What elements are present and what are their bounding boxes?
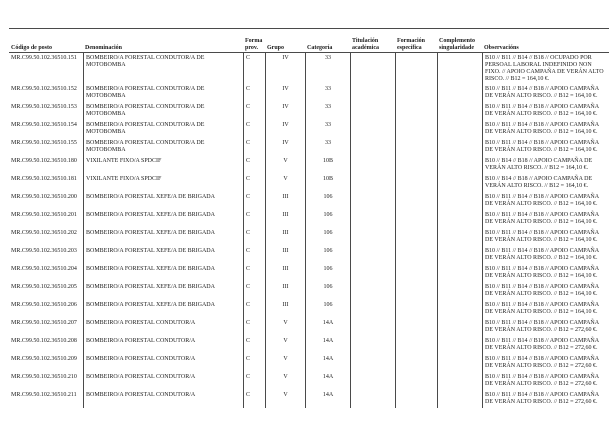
cell-complemento (437, 138, 482, 156)
column-header-grupo: Grupo (267, 44, 285, 51)
cell-categoria: 14A (305, 336, 350, 354)
cell-formacion (395, 138, 437, 156)
cell-codigo: MR.C99.50.102.36510.205 (11, 284, 77, 290)
cell-grupo: III (265, 264, 305, 282)
cell-grupo: IV (265, 102, 305, 120)
cell-forma: C (243, 318, 265, 336)
cell-formacion (395, 246, 437, 264)
cell-grupo: V (265, 354, 305, 372)
cell-formacion (395, 192, 437, 210)
table-row (9, 84, 609, 102)
cell-forma: C (243, 120, 265, 138)
cell-titulacion (350, 354, 395, 372)
cell-complemento (437, 228, 482, 246)
cell-titulacion (350, 336, 395, 354)
cell-observacions: B10 // B11 // B14 // B18 // APOIO CAMPAÑA DE VERÁN ALTO RISCO. // B12 = 272,60 €. (482, 318, 609, 336)
cell-formacion (395, 390, 437, 408)
cell-categoria: 106 (305, 210, 350, 228)
cell-denominacion: BOMBEIRO/A FORESTAL XEFE/A DE BRIGADA (83, 228, 243, 246)
cell-complemento (437, 264, 482, 282)
cell-titulacion (350, 120, 395, 138)
cell-codigo: MR.C99.50.102.36510.206 (11, 302, 77, 308)
column-header-observacions: Observacións (484, 44, 519, 51)
cell-observacions: B10 // B11 // B14 // B18 // APOIO CAMPAÑA DE VERÁN ALTO RISCO. // B12 = 272,60 €. (482, 354, 609, 372)
cell-formacion (395, 318, 437, 336)
cell-forma: C (243, 300, 265, 318)
cell-observacions: B10 // B11 // B14 // B18 // APOIO CAMPAÑA DE VERÁN ALTO RISCO. // B12 = 164,10 €. (482, 300, 609, 318)
cell-codigo: MR.C99.50.102.36510.204 (11, 266, 77, 272)
cell-forma: C (243, 390, 265, 408)
cell-formacion (395, 300, 437, 318)
cell-observacions: B10 // B11 // B14 // B18 // APOIO CAMPAÑA DE VERÁN ALTO RISCO. // B12 = 164,10 €. (482, 192, 609, 210)
cell-categoria: 33 (305, 120, 350, 138)
table-header-row (9, 28, 609, 53)
cell-denominacion: BOMBEIRO/A FORESTAL XEFE/A DE BRIGADA (83, 264, 243, 282)
column-header-formacion: Formación específica (397, 38, 425, 51)
cell-observacions: B10 // B11 // B14 // B18 // APOIO CAMPAÑA DE VERÁN ALTO RISCO. // B12 = 272,60 €. (482, 390, 609, 408)
cell-titulacion (350, 53, 395, 84)
cell-forma: C (243, 102, 265, 120)
cell-forma: C (243, 84, 265, 102)
cell-formacion (395, 53, 437, 84)
cell-forma: C (243, 156, 265, 174)
cell-grupo: V (265, 390, 305, 408)
table-row (9, 53, 609, 84)
cell-complemento (437, 210, 482, 228)
table-row (9, 336, 609, 354)
cell-codigo: MR.C99.50.102.36510.155 (11, 140, 77, 146)
cell-formacion (395, 210, 437, 228)
cell-titulacion (350, 210, 395, 228)
cell-categoria: 106 (305, 192, 350, 210)
cell-denominacion: BOMBEIRO/A FORESTAL CONDUTOR/A (83, 336, 243, 354)
cell-observacions: B10 // B11 // B14 // B18 // APOIO CAMPAÑA DE VERÁN ALTO RISCO. // B12 = 164,10 €. (482, 228, 609, 246)
cell-categoria: 10B (305, 174, 350, 192)
cell-categoria: 14A (305, 390, 350, 408)
cell-forma: C (243, 246, 265, 264)
table-row (9, 228, 609, 246)
cell-forma: C (243, 210, 265, 228)
cell-formacion (395, 228, 437, 246)
table-row (9, 300, 609, 318)
cell-complemento (437, 354, 482, 372)
table-row (9, 174, 609, 192)
cell-grupo: V (265, 156, 305, 174)
cell-denominacion: VIXILANTE FIXO/A SPDCIF (83, 174, 243, 192)
cell-grupo: IV (265, 120, 305, 138)
table-row (9, 354, 609, 372)
cell-complemento (437, 156, 482, 174)
cell-forma: C (243, 264, 265, 282)
cell-titulacion (350, 138, 395, 156)
cell-grupo: III (265, 282, 305, 300)
cell-titulacion (350, 318, 395, 336)
cell-titulacion (350, 228, 395, 246)
cell-categoria: 106 (305, 246, 350, 264)
cell-codigo: MR.C99.50.102.36510.209 (11, 356, 77, 362)
cell-titulacion (350, 390, 395, 408)
cell-titulacion (350, 372, 395, 390)
column-header-forma-prov: Forma prov. (245, 38, 263, 51)
cell-codigo: MR.C99.50.102.36510.200 (11, 194, 77, 200)
cell-titulacion (350, 300, 395, 318)
column-header-codigo: Código de posto (11, 44, 53, 51)
cell-forma: C (243, 282, 265, 300)
cell-denominacion: BOMBEIRO/A FORESTAL CONDUTOR/A DE MOTOBOMBA (83, 138, 243, 156)
cell-grupo: V (265, 336, 305, 354)
cell-denominacion: BOMBEIRO/A FORESTAL CONDUTOR/A DE MOTOBOMBA (83, 120, 243, 138)
table-row (9, 192, 609, 210)
cell-formacion (395, 174, 437, 192)
cell-titulacion (350, 192, 395, 210)
rpt-table (9, 28, 609, 408)
cell-observacions: B10 // B11 // B14 // B18 // OCUPADO POR PERSOAL LABORAL INDEFINIDO NON FIXO. // APOIO CAMPAÑA DE VERÁN ALTO RISCO. // B12 = 164,10 €. (482, 53, 609, 84)
cell-formacion (395, 120, 437, 138)
cell-denominacion: BOMBEIRO/A FORESTAL XEFE/A DE BRIGADA (83, 192, 243, 210)
cell-titulacion (350, 246, 395, 264)
cell-formacion (395, 282, 437, 300)
cell-denominacion: BOMBEIRO/A FORESTAL XEFE/A DE BRIGADA (83, 246, 243, 264)
cell-forma: C (243, 138, 265, 156)
column-header-titulacion: Titulación académica (352, 38, 379, 51)
cell-grupo: IV (265, 84, 305, 102)
column-header-complemento: Complemento singularidade (439, 38, 475, 51)
table-row (9, 246, 609, 264)
cell-denominacion: BOMBEIRO/A FORESTAL XEFE/A DE BRIGADA (83, 300, 243, 318)
cell-complemento (437, 336, 482, 354)
cell-observacions: B10 // B11 // B14 // B18 // APOIO CAMPAÑA DE VERÁN ALTO RISCO. // B12 = 164,10 €. (482, 84, 609, 102)
cell-complemento (437, 246, 482, 264)
cell-codigo: MR.C99.50.102.36510.203 (11, 248, 77, 254)
cell-complemento (437, 120, 482, 138)
cell-denominacion: BOMBEIRO/A FORESTAL XEFE/A DE BRIGADA (83, 282, 243, 300)
cell-forma: C (243, 192, 265, 210)
cell-titulacion (350, 102, 395, 120)
cell-forma: C (243, 372, 265, 390)
cell-formacion (395, 372, 437, 390)
cell-forma: C (243, 354, 265, 372)
cell-grupo: V (265, 372, 305, 390)
cell-complemento (437, 174, 482, 192)
table-row (9, 102, 609, 120)
column-header-denominacion: Denominación (85, 44, 123, 51)
cell-observacions: B10 // B11 // B14 // B18 // APOIO CAMPAÑA DE VERÁN ALTO RISCO. // B12 = 164,10 €. (482, 264, 609, 282)
cell-formacion (395, 156, 437, 174)
cell-categoria: 33 (305, 102, 350, 120)
cell-categoria: 106 (305, 282, 350, 300)
cell-denominacion: BOMBEIRO/A FORESTAL CONDUTOR/A DE MOTOBOMBA (83, 102, 243, 120)
table-row (9, 138, 609, 156)
table-row (9, 264, 609, 282)
cell-categoria: 33 (305, 84, 350, 102)
cell-titulacion (350, 174, 395, 192)
cell-complemento (437, 300, 482, 318)
cell-codigo: MR.C99.50.102.36510.208 (11, 338, 77, 344)
cell-denominacion: BOMBEIRO/A FORESTAL CONDUTOR/A (83, 372, 243, 390)
cell-codigo: MR.C99.50.102.36510.153 (11, 104, 77, 110)
table-row (9, 282, 609, 300)
cell-denominacion: BOMBEIRO/A FORESTAL CONDUTOR/A DE MOTOBOMBA (83, 84, 243, 102)
cell-categoria: 106 (305, 300, 350, 318)
cell-titulacion (350, 156, 395, 174)
cell-codigo: MR.C99.50.102.36510.202 (11, 230, 77, 236)
cell-observacions: B10 // B11 // B14 // B18 // APOIO CAMPAÑA DE VERÁN ALTO RISCO. // B12 = 164,10 €. (482, 120, 609, 138)
cell-grupo: III (265, 192, 305, 210)
cell-grupo: III (265, 246, 305, 264)
cell-categoria: 106 (305, 264, 350, 282)
cell-grupo: IV (265, 53, 305, 84)
cell-complemento (437, 318, 482, 336)
cell-codigo: MR.C99.50.102.36510.181 (11, 176, 77, 182)
cell-codigo: MR.C99.50.102.36510.154 (11, 122, 77, 128)
cell-complemento (437, 390, 482, 408)
cell-formacion (395, 264, 437, 282)
cell-categoria: 33 (305, 53, 350, 84)
cell-observacions: B10 // B11 // B14 // B18 // APOIO CAMPAÑA DE VERÁN ALTO RISCO. // B12 = 164,10 €. (482, 282, 609, 300)
cell-grupo: III (265, 228, 305, 246)
table-row (9, 372, 609, 390)
cell-grupo: V (265, 174, 305, 192)
cell-observacions: B10 // B11 // B14 // B18 // APOIO CAMPAÑA DE VERÁN ALTO RISCO. // B12 = 164,10 €. (482, 102, 609, 120)
cell-observacions: B10 // B11 // B14 // B18 // APOIO CAMPAÑA DE VERÁN ALTO RISCO. // B12 = 272,60 €. (482, 336, 609, 354)
cell-codigo: MR.C99.50.102.36510.210 (11, 374, 77, 380)
cell-grupo: V (265, 318, 305, 336)
cell-codigo: MR.C99.50.102.36510.151 (11, 55, 77, 61)
table-row (9, 210, 609, 228)
cell-titulacion (350, 282, 395, 300)
cell-formacion (395, 102, 437, 120)
cell-codigo: MR.C99.50.102.36510.207 (11, 320, 77, 326)
table-row (9, 390, 609, 408)
cell-complemento (437, 192, 482, 210)
cell-titulacion (350, 264, 395, 282)
cell-complemento (437, 102, 482, 120)
cell-observacions: B10 // B14 // B18 // APOIO CAMPAÑA DE VERÁN ALTO RISCO. // B12 = 164,10 €. (482, 156, 609, 174)
cell-grupo: III (265, 300, 305, 318)
cell-observacions: B10 // B11 // B14 // B18 // APOIO CAMPAÑA DE VERÁN ALTO RISCO. // B12 = 164,10 €. (482, 210, 609, 228)
cell-observacions: B10 // B11 // B14 // B18 // APOIO CAMPAÑA DE VERÁN ALTO RISCO. // B12 = 272,60 €. (482, 372, 609, 390)
cell-categoria: 14A (305, 318, 350, 336)
cell-formacion (395, 84, 437, 102)
cell-denominacion: BOMBEIRO/A FORESTAL XEFE/A DE BRIGADA (83, 210, 243, 228)
cell-denominacion: BOMBEIRO/A FORESTAL CONDUTOR/A (83, 354, 243, 372)
table-body (9, 53, 609, 408)
cell-denominacion: VIXILANTE FIXO/A SPDCIF (83, 156, 243, 174)
table-row (9, 318, 609, 336)
cell-complemento (437, 84, 482, 102)
cell-denominacion: BOMBEIRO/A FORESTAL CONDUTOR/A (83, 318, 243, 336)
cell-categoria: 33 (305, 138, 350, 156)
cell-complemento (437, 372, 482, 390)
cell-categoria: 106 (305, 228, 350, 246)
cell-codigo: MR.C99.50.102.36510.180 (11, 158, 77, 164)
cell-categoria: 14A (305, 372, 350, 390)
cell-codigo: MR.C99.50.102.36510.152 (11, 86, 77, 92)
table-row (9, 120, 609, 138)
cell-codigo: MR.C99.50.102.36510.201 (11, 212, 77, 218)
cell-formacion (395, 354, 437, 372)
cell-grupo: III (265, 210, 305, 228)
cell-observacions: B10 // B14 // B18 // APOIO CAMPAÑA DE VERÁN ALTO RISCO. // B12 = 164,10 €. (482, 174, 609, 192)
cell-categoria: 14A (305, 354, 350, 372)
cell-titulacion (350, 84, 395, 102)
cell-observacions: B10 // B11 // B14 // B18 // APOIO CAMPAÑA DE VERÁN ALTO RISCO. // B12 = 164,10 €. (482, 246, 609, 264)
cell-forma: C (243, 228, 265, 246)
cell-codigo: MR.C99.50.102.36510.211 (11, 392, 77, 398)
cell-forma: C (243, 336, 265, 354)
cell-formacion (395, 336, 437, 354)
cell-denominacion: BOMBEIRO/A FORESTAL CONDUTOR/A DE MOTOBOMBA (83, 53, 243, 84)
cell-complemento (437, 282, 482, 300)
cell-forma: C (243, 174, 265, 192)
column-header-categoria: Categoría (307, 44, 333, 51)
cell-grupo: IV (265, 138, 305, 156)
cell-complemento (437, 53, 482, 84)
cell-observacions: B10 // B11 // B14 // B18 // APOIO CAMPAÑA DE VERÁN ALTO RISCO. // B12 = 164,10 €. (482, 138, 609, 156)
cell-categoria: 10B (305, 156, 350, 174)
cell-forma: C (243, 53, 265, 84)
table-row (9, 156, 609, 174)
cell-denominacion: BOMBEIRO/A FORESTAL CONDUTOR/A (83, 390, 243, 408)
